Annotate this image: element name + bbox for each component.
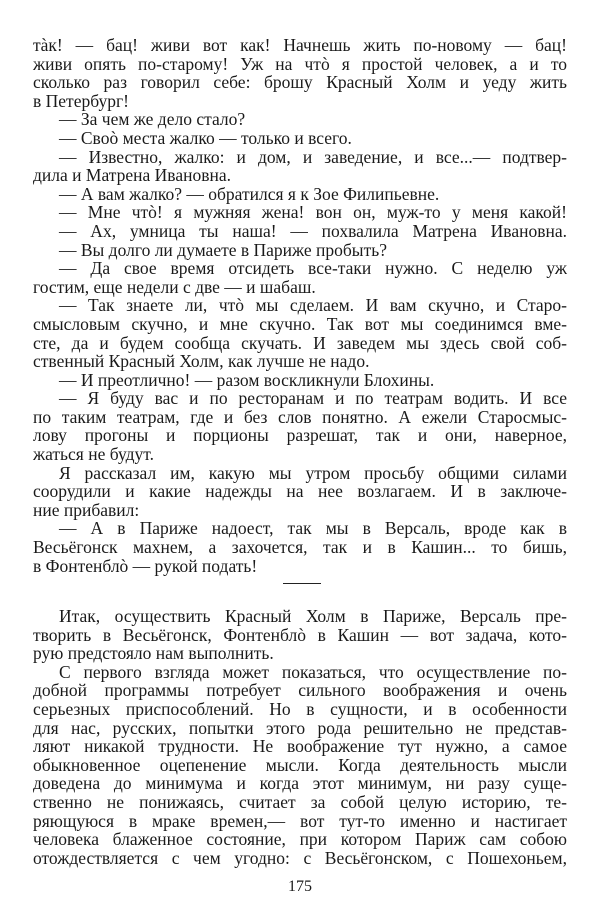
text-line: обыкновенное оцепенение мысли. Когда деятельность мысли [33, 754, 567, 775]
text-line: доведена до минимума и когда этот минимум, ни разу суще- [33, 773, 567, 794]
text-line: ляют никакой трудности. Не воображение тут нужно, а самое [33, 736, 567, 757]
text-line: ственный Красный Холм, как лучше не надо. [33, 351, 370, 372]
text-line: — Своò места жалко — только и всего. [59, 127, 352, 148]
text-line: сте, да и будем сообща скучать. И заведем мы здесь свой соб- [33, 332, 567, 353]
text-line: — Да свое время отсидеть все-таки нужно. С неделю уж [59, 258, 567, 279]
text-line: — Вы долго ли думаете в Париже пробыть? [59, 239, 387, 260]
text-line: С первого взгляда может показаться, что осуществление по- [59, 661, 567, 682]
text-line: сколько раз говорил себе: брошу Красный Холм и уеду жить [33, 72, 567, 93]
text-line: добной программы потребует сильного воображения и очень [33, 680, 567, 701]
text-section-dialogue [33, 36, 567, 575]
text-line: ряющуюся в мраке времен,— вот тут-то именно и настигает [33, 810, 567, 831]
text-line: — Известно, жалко: и дом, и заведение, и все...— подтвер- [59, 146, 567, 167]
text-line: рую предстояло нам выполнить. [33, 643, 274, 664]
text-line: — Мне чтò! я мужняя жена! вон он, муж-то у меня какой! [59, 202, 567, 223]
text-line: по таким театрам, где и без слов понятно. А ежели Старосмыс- [33, 406, 567, 427]
text-line: смысловым скучно, и мне скучно. Так вот мы соединимся вме- [33, 313, 567, 334]
text-line: для нас, русских, попытки этого рода решительно не представ- [33, 717, 567, 738]
text-line: отождествляется с чем угодно: с Весьёгонском, с Пошехоньем, [33, 847, 567, 868]
text-line: — Так знаете ли, чтò мы сделаем. И вам скучно, и Старо- [59, 295, 567, 316]
text-line: соорудили и какие надежды на нее возлагаем. И в заключе- [33, 481, 567, 502]
text-section-narrative [33, 607, 567, 867]
text-line: дила и Матрена Ивановна. [33, 165, 231, 186]
page-number: 175 [288, 878, 312, 895]
text-line: — За чем же дело стало? [59, 109, 246, 130]
text-line: Итак, осуществить Красный Холм в Париже, Версаль пре- [59, 606, 567, 626]
text-line: ние прибавил: [33, 499, 140, 520]
text-line: Весьёгонск махнем, а захочется, так и в Кашин... то бишь, [33, 537, 567, 558]
text-line: человека блаженное состояние, при котором Париж сам собою [33, 829, 567, 850]
text-line: живи опять по-старому! Уж на чтò я простой человек, а и то [33, 53, 567, 74]
text-line: в Фонтенблò — рукой подать! [33, 555, 258, 576]
text-line: — Я буду вас и по ресторанам и по театрам водить. И все [59, 388, 567, 409]
text-line: жаться не будут. [33, 444, 154, 465]
text-line: ственно не понижаясь, считает за собой целую историю, те- [33, 791, 567, 812]
text-line: — А вам жалко? — обратился я к Зое Филипьевне. [59, 183, 440, 204]
text-line: Я рассказал им, какую мы утром просьбу общими силами [59, 462, 567, 483]
text-line: — И преотлично! — разом воскликнули Блохины. [59, 369, 435, 390]
text-line: серьезных приспособлений. Но в сущности, и в особенности [33, 698, 567, 719]
text-line: лову прогоны и порционы разрешат, так и они, наверное, [33, 425, 567, 446]
text-line: тàк! — бац! живи вот как! Начнешь жить по-новому — бац! [33, 35, 567, 55]
text-line: гостим, еще недели с две — и шабаш. [33, 276, 316, 297]
text-line: — А в Париже надоест, так мы в Версаль, вроде как в [59, 518, 567, 539]
text-line: в Петербург! [33, 90, 129, 111]
text-line: творить в Весьёгонск, Фонтенблò в Кашин — вот задача, кото- [33, 624, 567, 645]
section-separator [283, 583, 321, 584]
text-line: — Ах, умница ты наша! — похвалила Матрена Ивановна. [59, 220, 567, 241]
